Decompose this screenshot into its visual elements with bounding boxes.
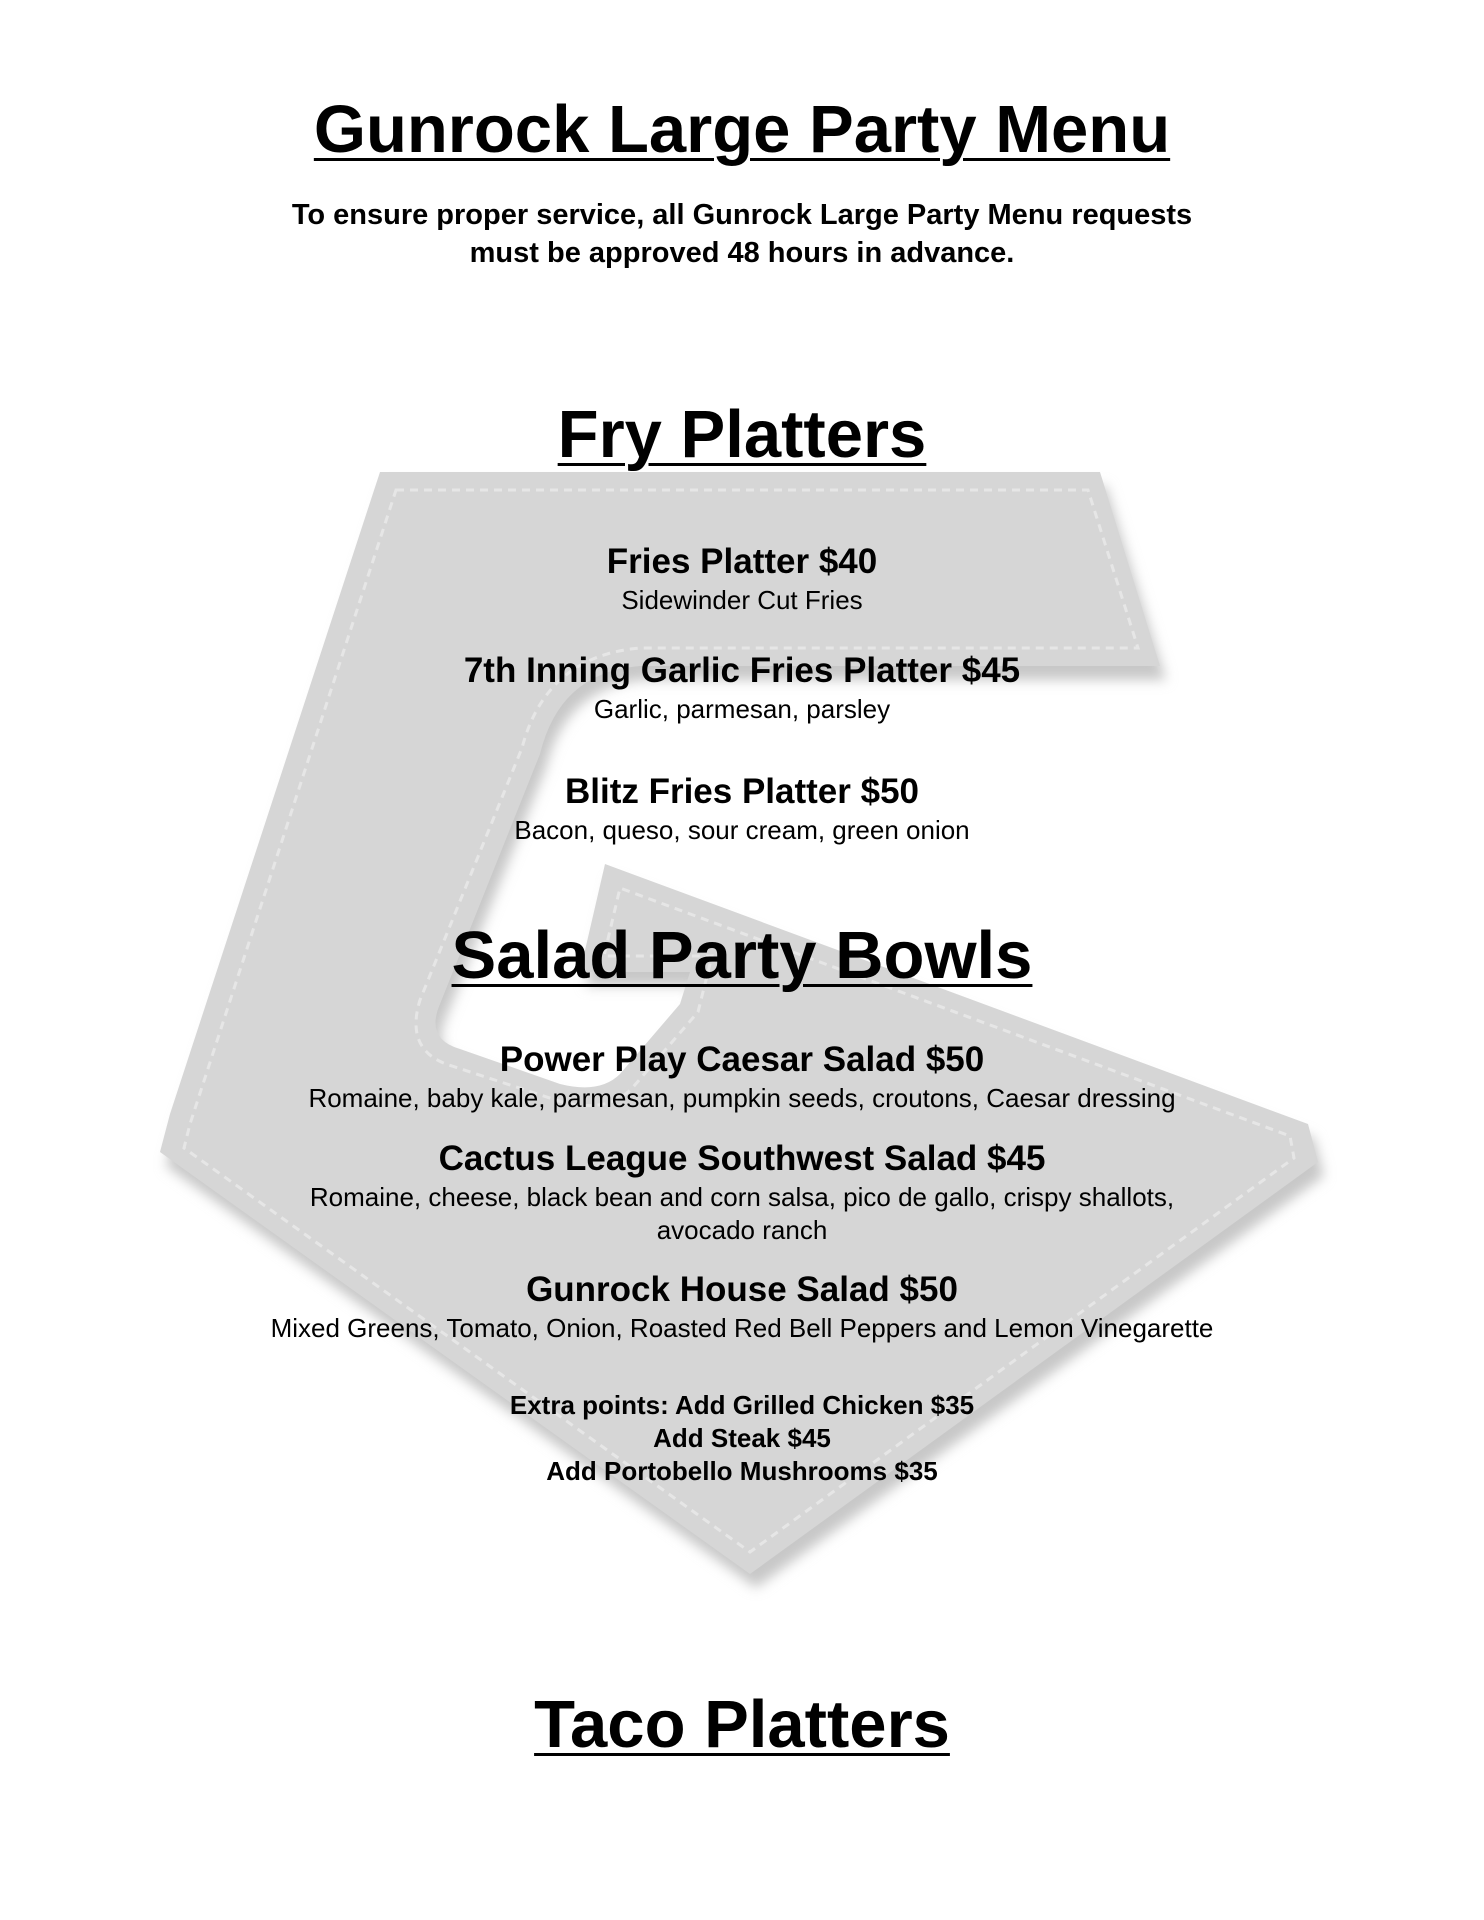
menu-item-name: 7th Inning Garlic Fries Platter $45	[463, 651, 1021, 690]
menu-item-description: Garlic, parmesan, parsley	[593, 694, 891, 724]
menu-item-description: Bacon, queso, sour cream, green onion	[514, 815, 970, 845]
section-title-salad-party-bowls: Salad Party Bowls	[451, 918, 1033, 993]
menu-item-name: Gunrock House Salad $50	[526, 1270, 958, 1309]
menu-item-description: Romaine, cheese, black bean and corn salsa, pico de gallo, crispy shallots,	[309, 1182, 1175, 1212]
page-title: Gunrock Large Party Menu	[313, 92, 1171, 167]
section-title-fry-platters: Fry Platters	[557, 397, 927, 472]
menu-item-name: Fries Platter $40	[606, 542, 878, 581]
section-title-taco-platters: Taco Platters	[534, 1687, 950, 1762]
menu-item-description: Sidewinder Cut Fries	[621, 585, 863, 615]
menu-item-name: Cactus League Southwest Salad $45	[438, 1139, 1046, 1178]
advance-notice	[0, 196, 1484, 272]
add-on-item: Extra points: Add Grilled Chicken $35	[509, 1390, 975, 1420]
add-on-item: Add Portobello Mushrooms $35	[546, 1456, 938, 1486]
menu-item-name: Blitz Fries Platter $50	[564, 772, 920, 811]
add-on-item: Add Steak $45	[653, 1423, 831, 1453]
notice-line: To ensure proper service, all Gunrock Large Party Menu requests	[291, 199, 1193, 231]
notice-line: must be approved 48 hours in advance.	[469, 237, 1015, 269]
menu-item-description: Romaine, baby kale, parmesan, pumpkin seeds, croutons, Caesar dressing	[308, 1083, 1176, 1113]
menu-item-description: avocado ranch	[656, 1215, 828, 1245]
salad-add-ons	[0, 1389, 1484, 1488]
menu-item-description: Mixed Greens, Tomato, Onion, Roasted Red Bell Peppers and Lemon Vinegarette	[270, 1313, 1214, 1343]
menu-item-name: Power Play Caesar Salad $50	[499, 1040, 985, 1079]
